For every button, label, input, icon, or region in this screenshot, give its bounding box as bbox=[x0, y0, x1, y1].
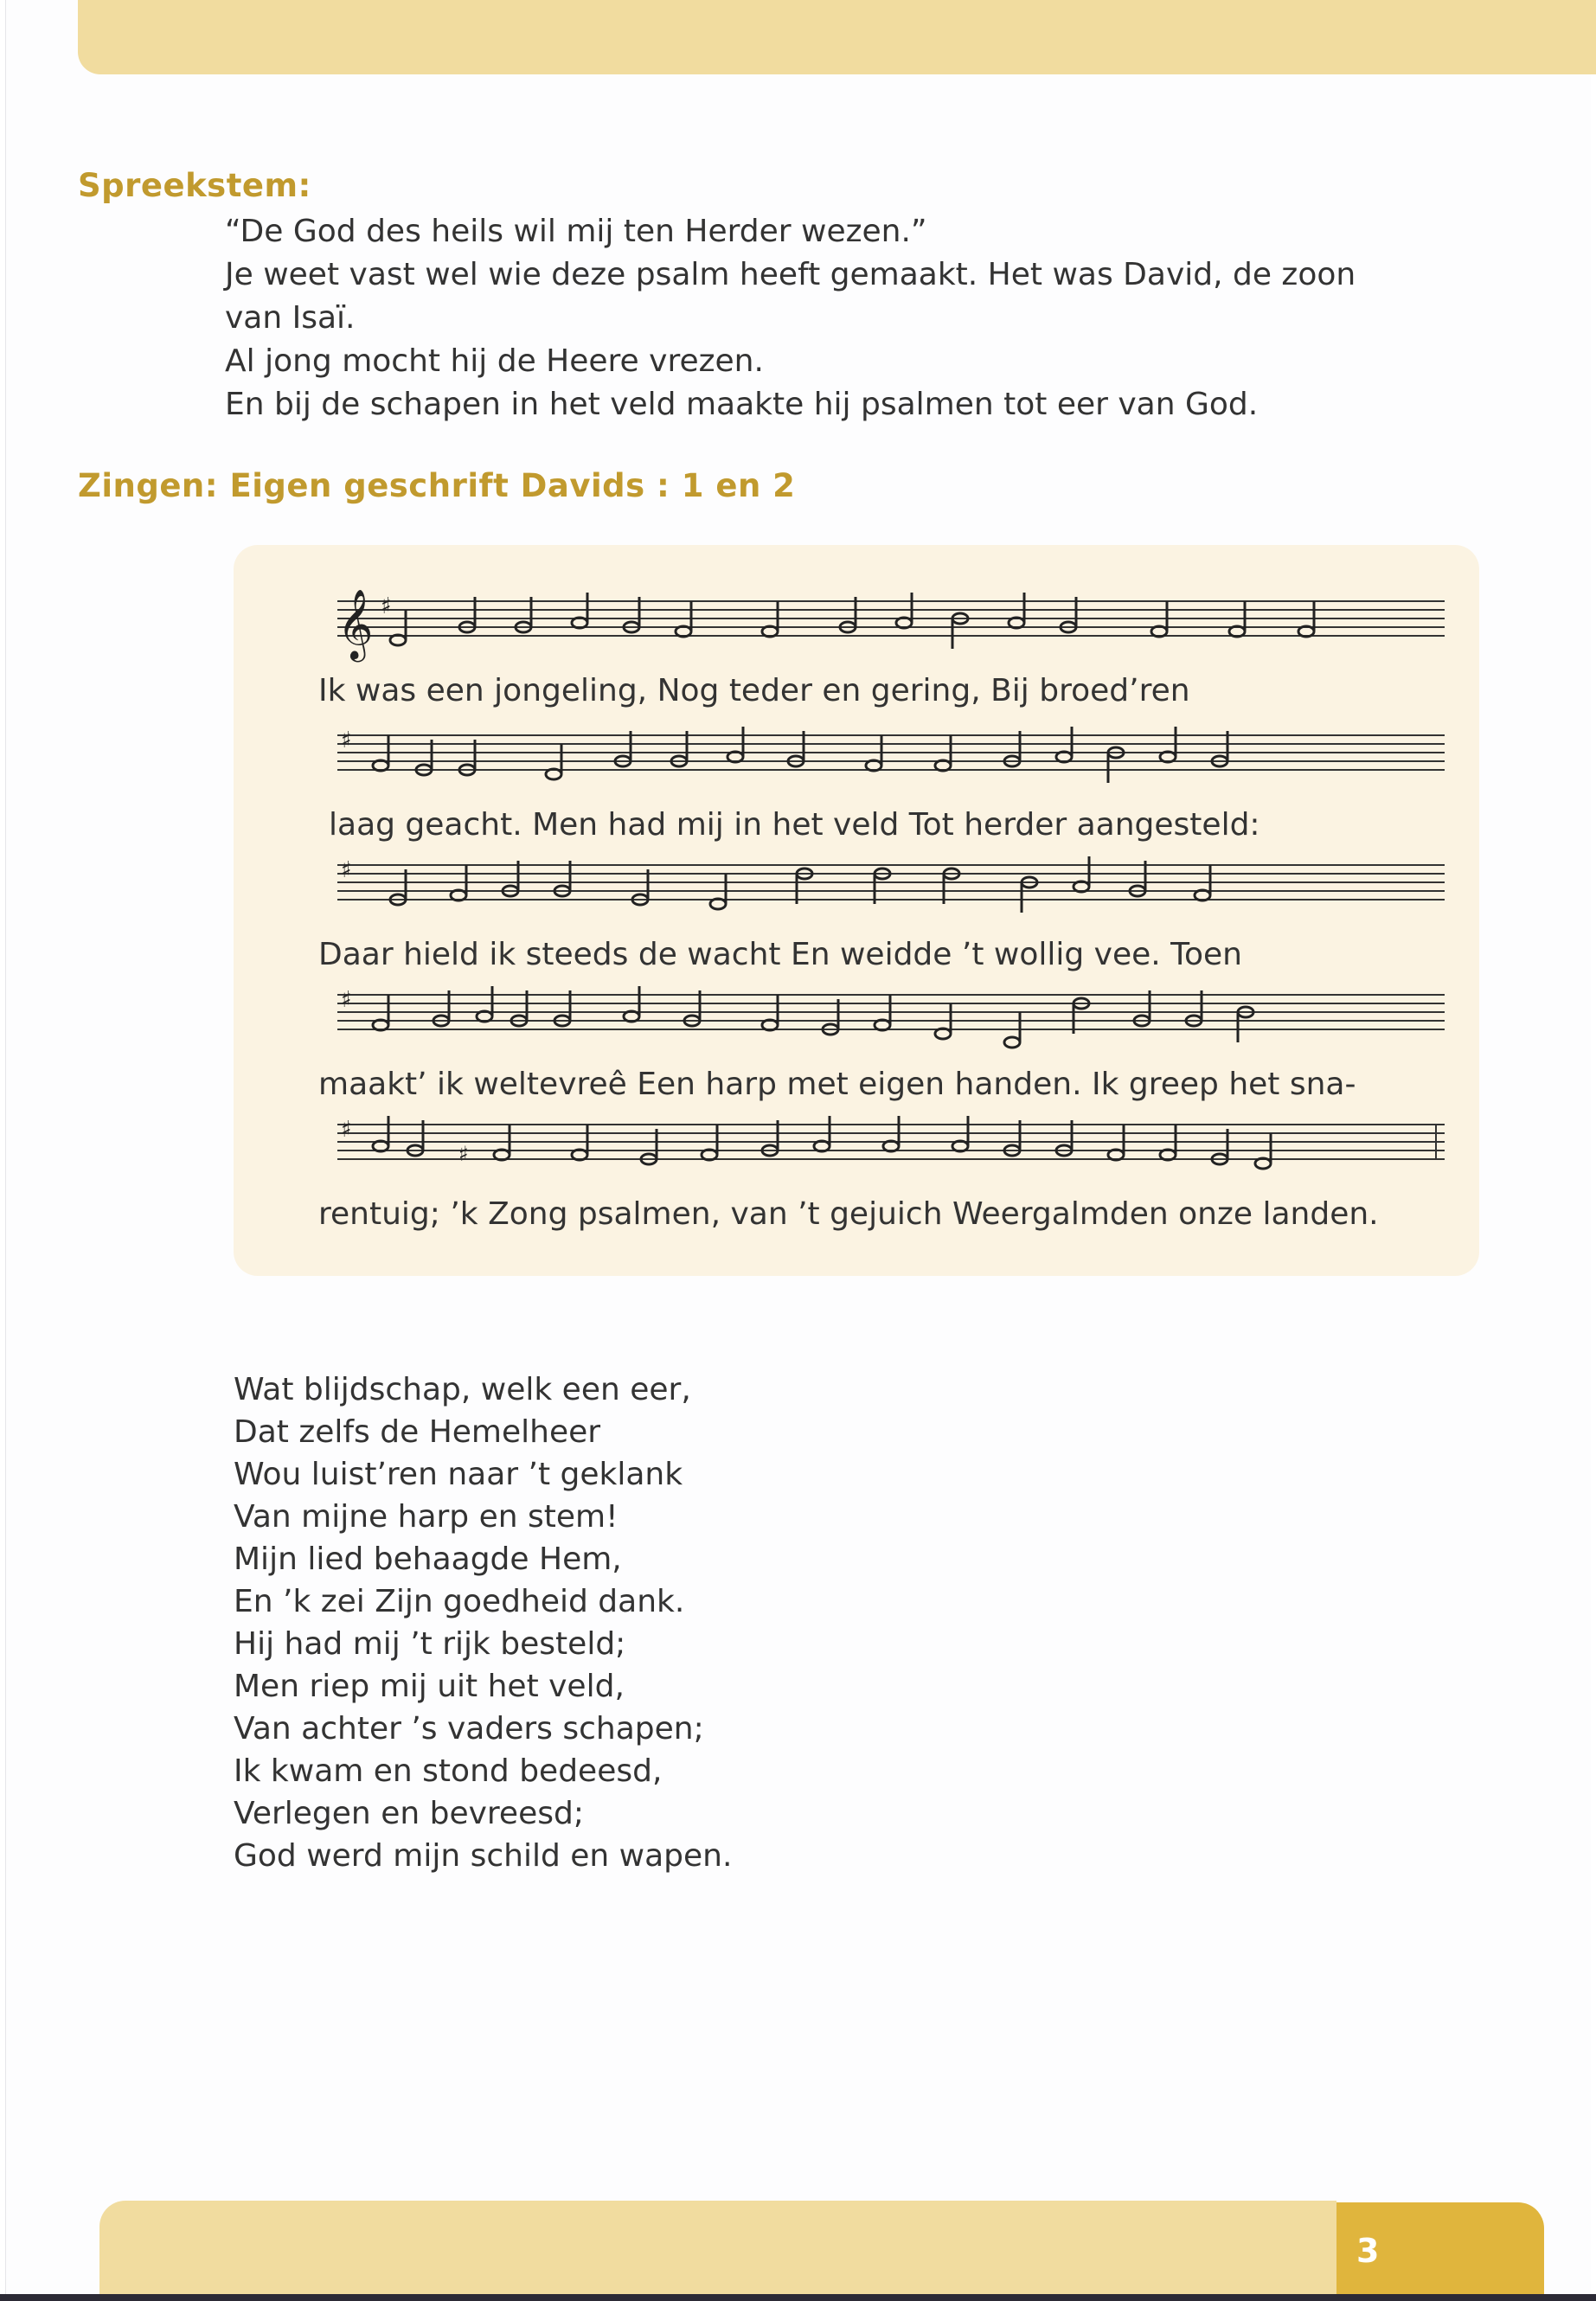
poem-line: Hij had mij ’t rijk besteld; bbox=[234, 1626, 626, 1662]
poem-line: Van mijne harp en stem! bbox=[234, 1499, 619, 1535]
poem-line: Verlegen en bevreesd; bbox=[234, 1796, 584, 1831]
treble-clef-icon: 𝄞 bbox=[337, 588, 374, 659]
speech-heading: Spreekstem: bbox=[78, 167, 311, 204]
lyric-line-1: Ik was een jongeling, Nog teder en gering, Bij broed’ren bbox=[318, 673, 1190, 708]
lyric-line-3: Daar hield ik steeds de wacht En weidde ’t wollig vee. Toen bbox=[318, 937, 1242, 972]
speech-line: van Isaï. bbox=[225, 300, 356, 336]
sharp-icon: ♯ bbox=[341, 987, 352, 1013]
sharp-icon: ♯ bbox=[341, 857, 352, 883]
poem-line: Ik kwam en stond bedeesd, bbox=[234, 1753, 663, 1789]
footer-band bbox=[99, 2201, 1336, 2301]
speech-text bbox=[225, 210, 1505, 426]
sheet-music-panel bbox=[234, 545, 1479, 1276]
staff-4 bbox=[285, 969, 1445, 1064]
poem-line: Men riep mij uit het veld, bbox=[234, 1669, 625, 1704]
poem-line: Van achter ’s vaders schapen; bbox=[234, 1711, 704, 1747]
staff-1 bbox=[285, 575, 1445, 670]
sharp-icon: ♯ bbox=[341, 727, 352, 753]
music-staff bbox=[285, 969, 1445, 1064]
poem-line: Mijn lied behaagde Hem, bbox=[234, 1541, 622, 1577]
bottom-edge bbox=[0, 2294, 1596, 2301]
header-band bbox=[78, 0, 1596, 74]
page-number: 3 bbox=[1356, 2232, 1380, 2270]
lyric-line-4: maakt’ ik weltevreê Een harp met eigen handen. Ik greep het sna- bbox=[318, 1067, 1356, 1102]
speech-line: En bij de schapen in het veld maakte hij psalmen tot eer van God. bbox=[225, 387, 1259, 422]
poem-verse bbox=[234, 1368, 732, 1877]
poem-line: God werd mijn schild en wapen. bbox=[234, 1838, 733, 1874]
lyric-line-2: laag geacht. Men had mij in het veld Tot herder aangesteld: bbox=[329, 807, 1260, 843]
music-staff bbox=[285, 709, 1445, 804]
staff-2 bbox=[285, 709, 1445, 804]
speech-line: Al jong mocht hij de Heere vrezen. bbox=[225, 343, 764, 379]
song-heading: Zingen: Eigen geschrift Davids : 1 en 2 bbox=[78, 467, 796, 504]
speech-line: Je weet vast wel wie deze psalm heeft gemaakt. Het was David, de zoon bbox=[225, 257, 1356, 292]
lyric-line-5: rentuig; ’k Zong psalmen, van ’t gejuich Weergalmden onze landen. bbox=[318, 1196, 1379, 1232]
staff-5 bbox=[285, 1099, 1445, 1194]
poem-line: Wou luist’ren naar ’t geklank bbox=[234, 1457, 683, 1492]
sharp-icon: ♯ bbox=[381, 593, 392, 619]
speech-line: “De God des heils wil mij ten Herder wezen.” bbox=[225, 214, 927, 249]
music-staff bbox=[285, 575, 1445, 670]
poem-line: Wat blijdschap, welk een eer, bbox=[234, 1372, 691, 1407]
poem-line: En ’k zei Zijn goedheid dank. bbox=[234, 1584, 685, 1619]
poem-line: Dat zelfs de Hemelheer bbox=[234, 1414, 601, 1450]
staff-3 bbox=[285, 839, 1445, 934]
music-staff bbox=[285, 1099, 1445, 1194]
music-staff bbox=[285, 839, 1445, 934]
sharp-icon: ♯ bbox=[458, 1142, 469, 1166]
sharp-icon: ♯ bbox=[341, 1117, 352, 1143]
